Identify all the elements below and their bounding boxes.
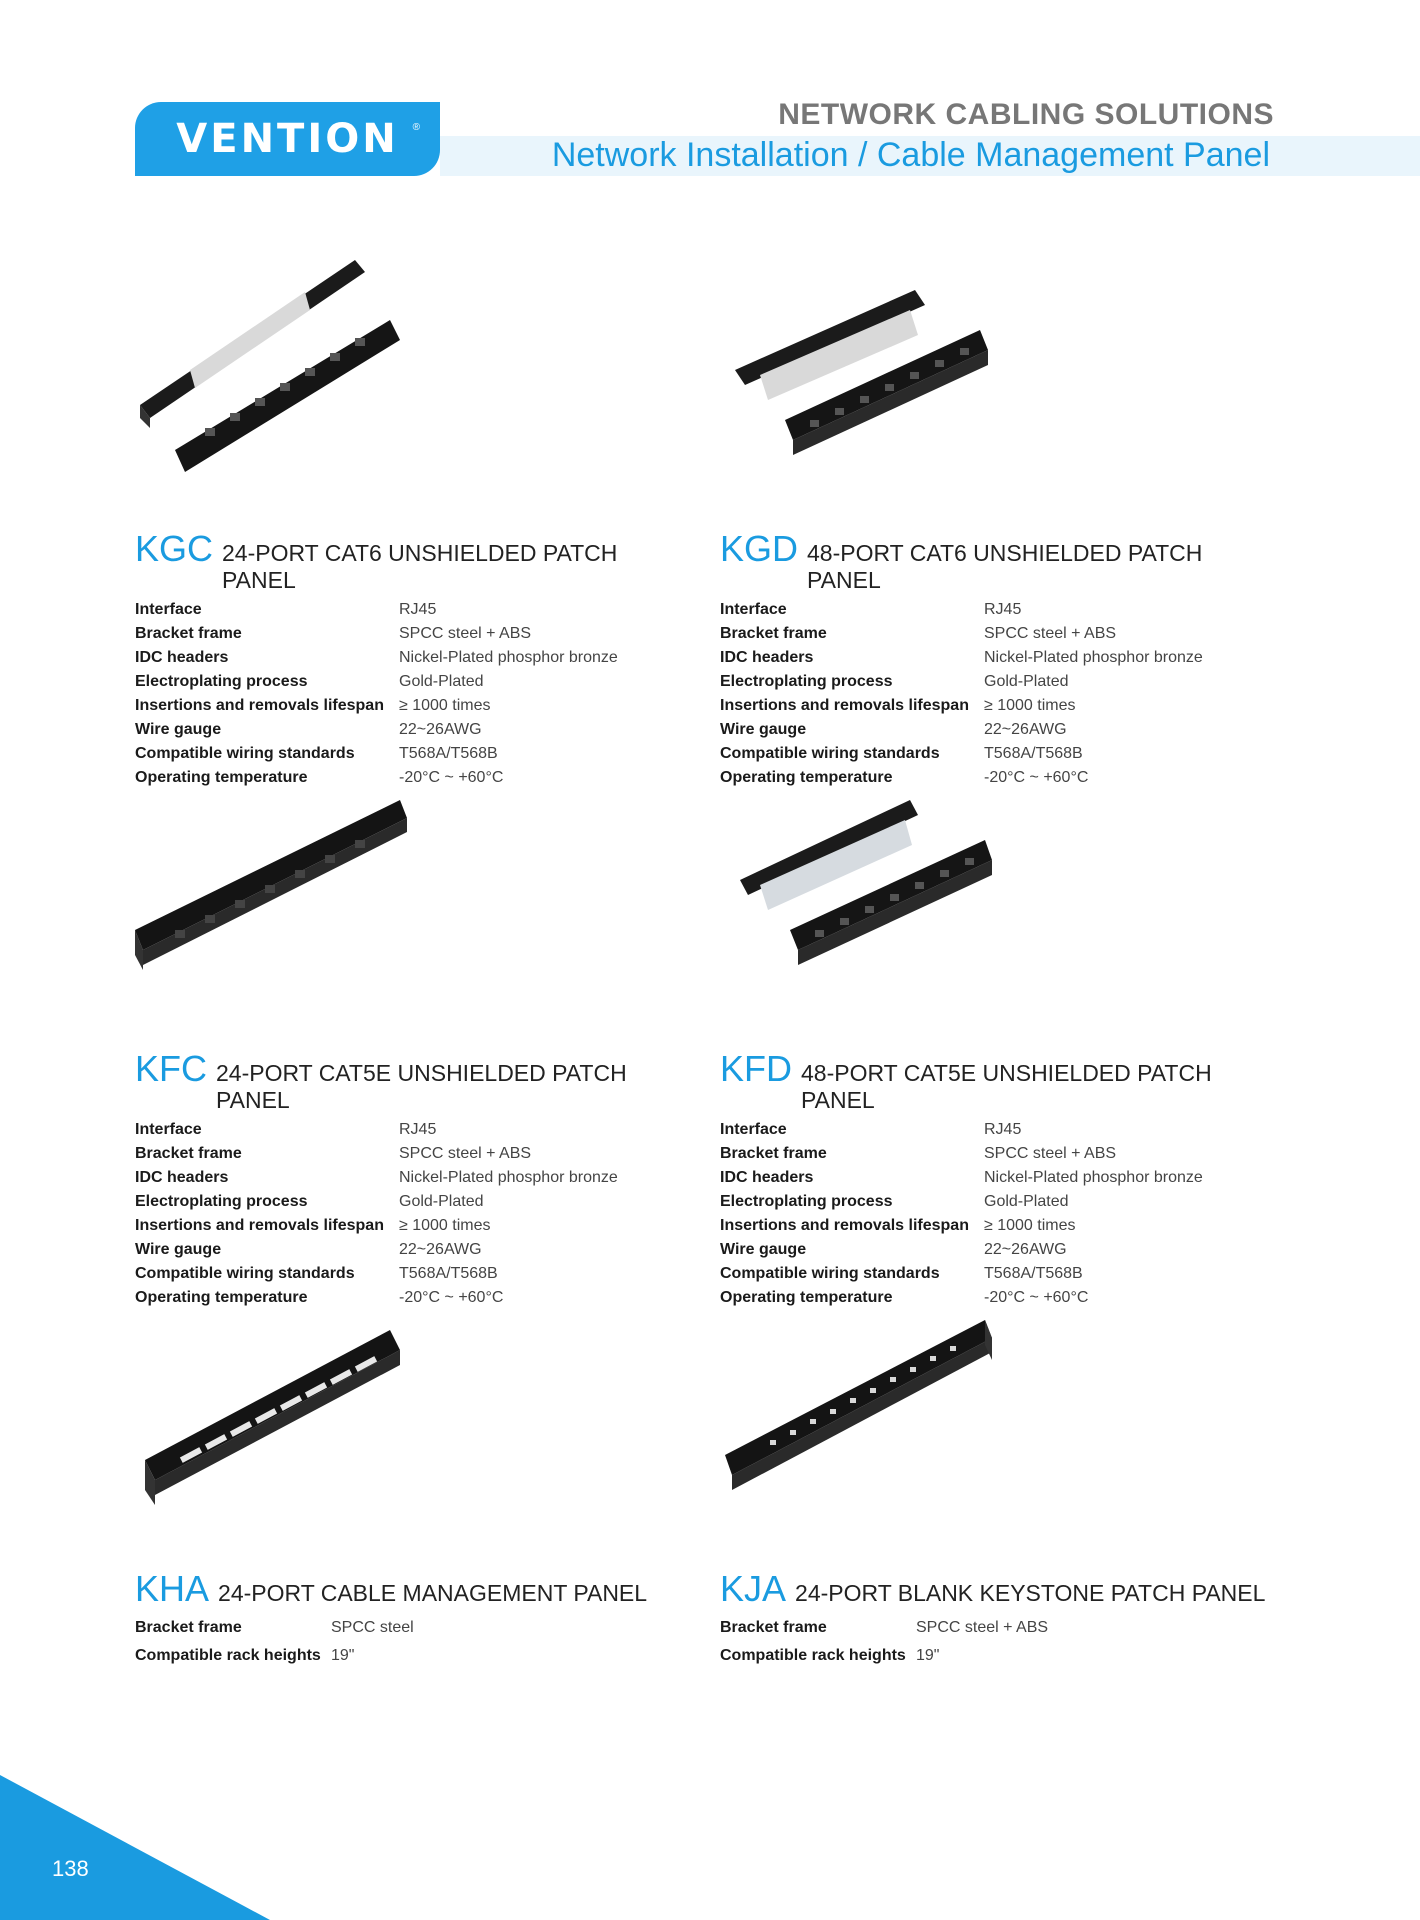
spec-table — [135, 598, 695, 790]
page-corner-triangle — [0, 1775, 270, 1920]
spec-table — [720, 1614, 1280, 1670]
spec-value: ≥ 1000 times — [984, 697, 1076, 714]
spec-value: RJ45 — [399, 1121, 437, 1138]
spec-value: 22~26AWG — [984, 721, 1067, 738]
product-kgc — [135, 250, 695, 790]
spec-label: IDC headers — [135, 649, 229, 666]
spec-value: 22~26AWG — [399, 1241, 482, 1258]
spec-row — [135, 598, 695, 622]
spec-row — [720, 1238, 1280, 1262]
product-image — [720, 250, 1020, 510]
product-kja — [720, 1290, 1280, 1670]
spec-value: SPCC steel + ABS — [399, 1145, 532, 1162]
model-code: KHA — [135, 1568, 210, 1609]
spec-value: T568A/T568B — [984, 745, 1083, 762]
spec-value: Nickel-Plated phosphor bronze — [399, 649, 618, 666]
spec-value: RJ45 — [399, 601, 437, 618]
spec-value: SPCC steel + ABS — [984, 1145, 1117, 1162]
model-code: KFD — [720, 1048, 792, 1089]
spec-value: 22~26AWG — [399, 721, 482, 738]
product-image — [135, 250, 435, 510]
spec-value: 19" — [331, 1647, 355, 1664]
product-name: 48-PORT CAT5E UNSHIELDED PATCH PANEL — [801, 1060, 1212, 1113]
spec-label: Electroplating process — [135, 1193, 308, 1210]
product-name: 24-PORT CAT6 UNSHIELDED PATCH PANEL — [222, 540, 618, 593]
spec-label: Bracket frame — [720, 1145, 827, 1162]
spec-table — [135, 1614, 695, 1670]
product-image — [135, 1290, 435, 1550]
product-image — [135, 770, 435, 1030]
spec-label: IDC headers — [135, 1169, 229, 1186]
model-code: KFC — [135, 1048, 207, 1089]
model-code: KJA — [720, 1568, 787, 1609]
spec-value: -20°C ~ +60°C — [984, 769, 1089, 786]
spec-value: Gold-Plated — [984, 1193, 1069, 1210]
spec-row — [135, 718, 695, 742]
spec-label: Operating temperature — [135, 769, 308, 786]
spec-row — [135, 1614, 695, 1642]
brand-logo — [135, 102, 440, 176]
spec-value: Gold-Plated — [399, 673, 484, 690]
spec-label: Compatible rack heights — [720, 1647, 906, 1664]
spec-row — [135, 646, 695, 670]
product-title — [135, 1568, 695, 1610]
spec-row — [135, 670, 695, 694]
spec-label: Compatible wiring standards — [720, 1265, 940, 1282]
product-image — [720, 770, 1020, 1030]
spec-row — [135, 1214, 695, 1238]
spec-label: Interface — [135, 1121, 202, 1138]
product-name: 24-PORT CABLE MANAGEMENT PANEL — [218, 1580, 648, 1606]
spec-label: Electroplating process — [720, 1193, 893, 1210]
product-kfd — [720, 770, 1280, 1310]
spec-label: IDC headers — [720, 649, 814, 666]
product-title — [135, 1048, 695, 1114]
spec-value: -20°C ~ +60°C — [399, 769, 504, 786]
spec-value: T568A/T568B — [399, 1265, 498, 1282]
spec-label: Insertions and removals lifespan — [720, 697, 969, 714]
spec-row — [720, 1642, 1280, 1670]
spec-row — [135, 694, 695, 718]
product-kgd — [720, 250, 1280, 790]
product-title — [720, 528, 1280, 594]
spec-row — [720, 1142, 1280, 1166]
spec-label: Operating temperature — [720, 769, 893, 786]
product-image — [720, 1290, 1020, 1550]
spec-value: T568A/T568B — [399, 745, 498, 762]
spec-row — [720, 718, 1280, 742]
model-code: KGD — [720, 528, 799, 569]
product-kfc — [135, 770, 695, 1310]
spec-label: Bracket frame — [720, 1619, 827, 1636]
spec-row — [720, 1262, 1280, 1286]
registered-mark: ® — [412, 122, 420, 133]
spec-label: Insertions and removals lifespan — [720, 1217, 969, 1234]
patch-panel-image — [720, 250, 1020, 510]
spec-row — [135, 1190, 695, 1214]
spec-row — [135, 622, 695, 646]
spec-value: Gold-Plated — [399, 1193, 484, 1210]
spec-label: Interface — [135, 601, 202, 618]
spec-label: Compatible rack heights — [135, 1647, 321, 1664]
product-name: 24-PORT BLANK KEYSTONE PATCH PANEL — [795, 1580, 1266, 1606]
spec-value: ≥ 1000 times — [984, 1217, 1076, 1234]
spec-table — [135, 1118, 695, 1310]
spec-label: Wire gauge — [720, 1241, 807, 1258]
spec-label: IDC headers — [720, 1169, 814, 1186]
spec-value: RJ45 — [984, 601, 1022, 618]
spec-label: Wire gauge — [135, 1241, 222, 1258]
product-name: 48-PORT CAT6 UNSHIELDED PATCH PANEL — [807, 540, 1203, 593]
spec-label: Compatible wiring standards — [135, 1265, 355, 1282]
spec-row — [720, 1214, 1280, 1238]
spec-table — [720, 1118, 1280, 1310]
spec-label: Electroplating process — [135, 673, 308, 690]
spec-row — [720, 1614, 1280, 1642]
page-number: 138 — [52, 1856, 89, 1881]
spec-row — [720, 598, 1280, 622]
spec-label: Bracket frame — [720, 625, 827, 642]
spec-label: Bracket frame — [135, 1145, 242, 1162]
spec-label: Wire gauge — [720, 721, 807, 738]
spec-label: Bracket frame — [135, 1619, 242, 1636]
spec-label: Compatible wiring standards — [720, 745, 940, 762]
spec-table — [720, 598, 1280, 790]
spec-value: RJ45 — [984, 1121, 1022, 1138]
spec-label: Electroplating process — [720, 673, 893, 690]
product-title — [720, 1048, 1280, 1114]
keystone-panel-image — [720, 1290, 1020, 1550]
spec-value: Nickel-Plated phosphor bronze — [984, 649, 1203, 666]
spec-value: Nickel-Plated phosphor bronze — [984, 1169, 1203, 1186]
product-kha — [135, 1290, 695, 1670]
spec-value: SPCC steel — [331, 1619, 414, 1636]
spec-label: Interface — [720, 1121, 787, 1138]
spec-value: 19" — [916, 1647, 940, 1664]
spec-label: Compatible wiring standards — [135, 745, 355, 762]
category-title: NETWORK CABLING SOLUTIONS — [778, 98, 1274, 131]
spec-row — [720, 1166, 1280, 1190]
spec-value: ≥ 1000 times — [399, 697, 491, 714]
patch-panel-image — [135, 250, 435, 510]
spec-row — [720, 622, 1280, 646]
spec-label: Bracket frame — [135, 625, 242, 642]
spec-row — [720, 670, 1280, 694]
spec-value: SPCC steel + ABS — [916, 1619, 1049, 1636]
spec-row — [135, 742, 695, 766]
product-title — [135, 528, 695, 594]
spec-row — [720, 646, 1280, 670]
spec-value: T568A/T568B — [984, 1265, 1083, 1282]
spec-value: 22~26AWG — [984, 1241, 1067, 1258]
spec-value: -20°C ~ +60°C — [399, 1289, 504, 1306]
spec-row — [135, 1238, 695, 1262]
spec-value: -20°C ~ +60°C — [984, 1289, 1089, 1306]
spec-row — [720, 1190, 1280, 1214]
spec-label: Operating temperature — [135, 1289, 308, 1306]
page-subtitle: Network Installation / Cable Management Panel — [551, 136, 1270, 174]
spec-row — [135, 1262, 695, 1286]
cable-manager-image — [135, 1290, 435, 1550]
spec-value: SPCC steel + ABS — [984, 625, 1117, 642]
spec-value: SPCC steel + ABS — [399, 625, 532, 642]
spec-row — [135, 1642, 695, 1670]
product-name: 24-PORT CAT5E UNSHIELDED PATCH PANEL — [216, 1060, 627, 1113]
spec-label: Insertions and removals lifespan — [135, 1217, 384, 1234]
spec-row — [720, 694, 1280, 718]
spec-value: Nickel-Plated phosphor bronze — [399, 1169, 618, 1186]
model-code: KGC — [135, 528, 214, 569]
spec-row — [720, 1118, 1280, 1142]
patch-panel-image — [720, 770, 1020, 1030]
spec-label: Wire gauge — [135, 721, 222, 738]
spec-row — [720, 742, 1280, 766]
product-title — [720, 1568, 1280, 1610]
spec-row — [135, 1166, 695, 1190]
spec-row — [135, 1118, 695, 1142]
spec-row — [135, 1142, 695, 1166]
logo-text: VENTION — [176, 116, 399, 162]
spec-label: Insertions and removals lifespan — [135, 697, 384, 714]
spec-label: Interface — [720, 601, 787, 618]
spec-label: Operating temperature — [720, 1289, 893, 1306]
spec-value: ≥ 1000 times — [399, 1217, 491, 1234]
spec-value: Gold-Plated — [984, 673, 1069, 690]
patch-panel-image — [135, 770, 435, 1030]
